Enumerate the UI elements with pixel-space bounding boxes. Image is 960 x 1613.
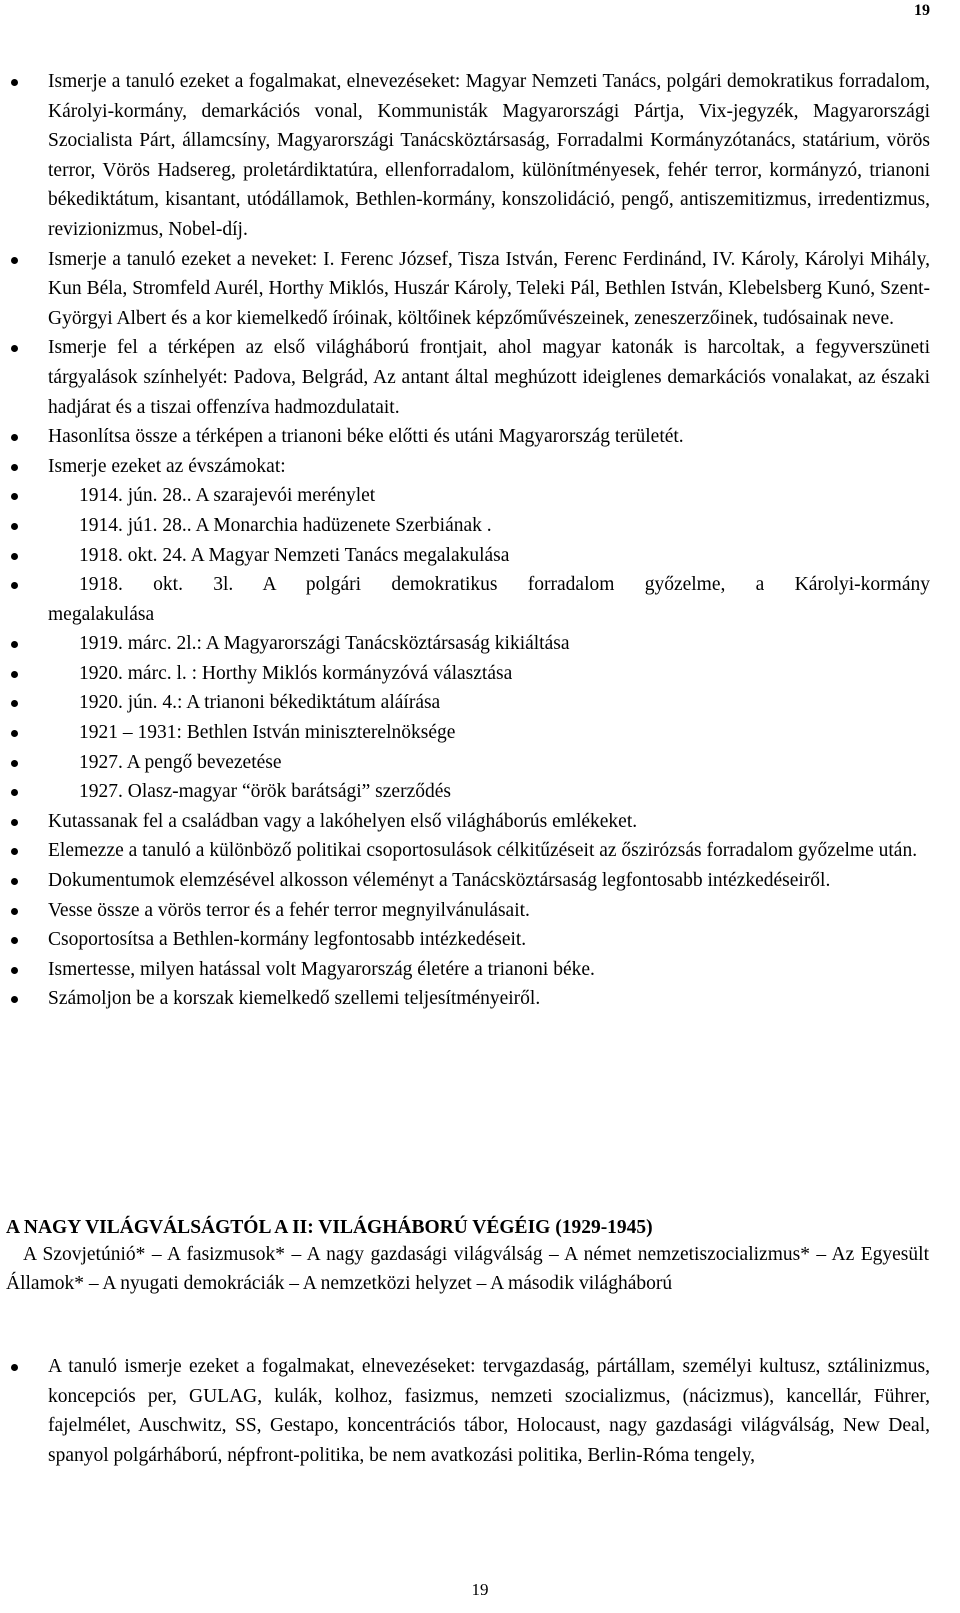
concept-list xyxy=(0,1352,960,1470)
section-1-requirements xyxy=(0,67,960,1014)
date-text: 1920. márc. l. : Horthy Miklós kormányzóvá választása xyxy=(79,662,513,684)
date-item xyxy=(0,511,960,541)
date-item xyxy=(0,688,960,718)
date-text: 1920. jún. 4.: A trianoni békediktátum aláírása xyxy=(79,692,441,714)
list-item: Ismerje a tanuló ezeket a neveket: I. Ferenc József, Tisza István, Ferenc Ferdinánd, IV. Károly, Károlyi Mihály, Kun Béla, Stromfeld Aurél, Horthy Miklós, Huszár Károly, Teleki Pál, Bethlen István, Klebelsberg Kunó, Szent-Györgyi Albert és a kor kiemelkedő íróinak, költőinek képzőművészeinek, zeneszerzőinek, tudósainak neve. xyxy=(0,245,960,334)
list-item: A tanuló ismerje ezeket a fogalmakat, elnevezéseket: tervgazdaság, pártállam, személyi kultusz, sztálinizmus, koncepciós per, GULAG, kulák, kolhoz, fasizmus, nemzeti szocializmus, (nácizmus), kancellár, Führer, fajelmélet, Auschwitz, SS, Gestapo, koncentrációs tábor, Holocaust, nagy gazdasági világválság, New Deal, spanyol polgárháború, népfront-politika, be nem avatkozási politika, Berlin-Róma tengely, xyxy=(0,1352,960,1470)
date-item-continuation xyxy=(0,600,960,630)
page-number-top: 19 xyxy=(914,2,930,19)
date-item xyxy=(0,748,960,778)
date-text: 1927. Olasz-magyar “örök barátsági” szerződés xyxy=(79,781,451,803)
task-list xyxy=(0,807,960,1014)
list-item: Hasonlítsa össze a térképen a trianoni béke előtti és utáni Magyarország területét. xyxy=(0,422,960,452)
date-text: 1927. A pengő bevezetése xyxy=(79,751,282,773)
date-item xyxy=(0,481,960,511)
date-text-continuation: megalakulása xyxy=(48,603,155,625)
list-item: Dokumentumok elemzésével alkosson véleményt a Tanácsköztársaság legfontosabb intézkedéseiről. xyxy=(0,866,960,896)
date-item xyxy=(0,777,960,807)
section-2-topics: A Szovjetúnió* – A fasizmusok* – A nagy gazdasági világválság – A német nemzetiszocializmus* – Az Egyesült Államok* – A nyugati demokráciák – A nemzetközi helyzet – A második világháború xyxy=(6,1244,929,1294)
section-2-title: A NAGY VILÁGVÁLSÁGTÓL A II: VILÁGHÁBORÚ VÉGÉIG (1929-1945) xyxy=(6,1217,653,1238)
date-item xyxy=(0,718,960,748)
list-item: Ismerje a tanuló ezeket a fogalmakat, elnevezéseket: Magyar Nemzeti Tanács, polgári demokratikus forradalom, Károlyi-kormány, demarkációs vonal, Kommunisták Magyarországi Pártja, Vix-jegyzék, Magyarországi Szocialista Párt, államcsíny, Magyarországi Tanácsköztársaság, Forradalmi Kormányzótanács, statárium, vörös terror, Vörös Hadsereg, proletárdiktatúra, ellenforradalom, különítményesek, fehér terror, kormányzó, trianoni békediktátum, kisantant, utódállamok, Bethlen-kormány, konszolidáció, pengő, antiszemitizmus, irredentizmus, revizionizmus, Nobel-díj. xyxy=(0,67,960,245)
date-text: 1914. jú1. 28.. A Monarchia hadüzenete Szerbiának . xyxy=(79,514,492,536)
list-item: Ismerje ezeket az évszámokat: xyxy=(0,452,960,482)
date-text: 1918. okt. 3l. A polgári demokratikus forradalom győzelme, a Károlyi-kormány xyxy=(79,574,930,596)
date-item xyxy=(0,570,960,600)
list-item: Ismertesse, milyen hatással volt Magyarország életére a trianoni béke. xyxy=(0,955,960,985)
page-number-bottom: 19 xyxy=(471,1580,489,1599)
list-item: Elemezze a tanuló a különböző politikai csoportosulások célkitűzéseit az őszirózsás forradalom győzelme után. xyxy=(0,836,960,866)
list-item: Csoportosítsa a Bethlen-kormány legfontosabb intézkedéseit. xyxy=(0,925,960,955)
date-text: 1918. okt. 24. A Magyar Nemzeti Tanács megalakulása xyxy=(79,544,510,566)
date-text: 1919. márc. 2l.: A Magyarországi Tanácsköztársaság kikiáltása xyxy=(79,633,570,655)
list-item: Számoljon be a korszak kiemelkedő szellemi teljesítményeiről. xyxy=(0,984,960,1014)
date-text: 1921 – 1931: Bethlen István miniszterelnöksége xyxy=(79,722,456,744)
list-item: Vesse össze a vörös terror és a fehér terror megnyilvánulásait. xyxy=(0,896,960,926)
date-text: 1914. jún. 28.. A szarajevói merénylet xyxy=(79,485,376,507)
list-item: Ismerje fel a térképen az első világháború frontjait, ahol magyar katonák is harcoltak, a fegyverszüneti tárgyalások színhelyét: Padova, Belgrád, Az antant által meghúzott ideiglenes demarkációs vonalakat, az északi hadjárat és a tiszai offenzíva hadmozdulatait. xyxy=(0,333,960,422)
date-list xyxy=(0,481,960,807)
date-item xyxy=(0,659,960,689)
section-2-requirements xyxy=(0,1352,960,1470)
date-item xyxy=(0,541,960,571)
list-item: Kutassanak fel a családban vagy a lakóhelyen első világháborús emlékeket. xyxy=(0,807,960,837)
date-item xyxy=(0,629,960,659)
concept-list xyxy=(0,67,960,481)
